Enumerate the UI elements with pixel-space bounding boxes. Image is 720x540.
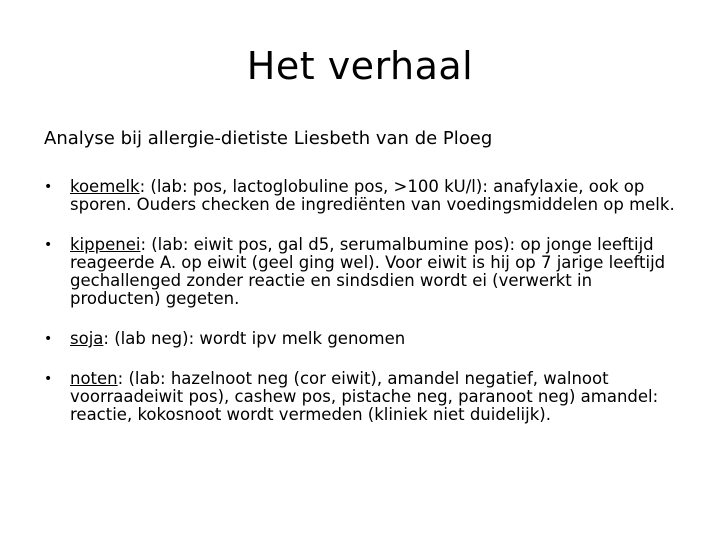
- bullet-marker: •: [44, 371, 53, 387]
- bullet-marker: •: [44, 237, 53, 253]
- bullet-term-noten: noten: [70, 369, 118, 388]
- bullet-item-noten: [44, 370, 684, 424]
- bullet-text-kippenei: : (lab: eiwit pos, gal d5, serumalbumine pos): op jonge leeftijd reageerde A. op eiwit (geel ging wel). Voor eiwit is hij op 7 jarige leeftijd gechallenged zonder reactie en sindsdien wordt ei (verwerkt in producten) gegeten.: [70, 235, 666, 308]
- bullet-marker: •: [44, 331, 53, 347]
- bullet-term-koemelk: koemelk: [70, 177, 140, 196]
- bullet-text-koemelk: : (lab: pos, lactoglobuline pos, >100 kU/l): anafylaxie, ook op sporen. Ouders checken de ingrediënten van voedingsmiddelen op melk.: [70, 177, 675, 214]
- bullet-term-kippenei: kippenei: [70, 235, 141, 254]
- bullet-text-soja: : (lab neg): wordt ipv melk genomen: [103, 329, 406, 348]
- bullet-marker: •: [44, 179, 53, 195]
- bullet-list: [44, 178, 684, 446]
- bullet-item-koemelk: [44, 178, 684, 214]
- slide-subtitle: Analyse bij allergie-dietiste Liesbeth van de Ploeg: [44, 128, 493, 149]
- bullet-item-kippenei: [44, 236, 684, 308]
- bullet-text-noten: : (lab: hazelnoot neg (cor eiwit), amandel negatief, walnoot voorraadeiwit pos), cashew pos, pistache neg, paranoot neg) amandel: reactie, kokosnoot wordt vermeden (kliniek niet duidelijk).: [70, 369, 659, 424]
- bullet-item-soja: [44, 330, 684, 348]
- slide-title: Het verhaal: [246, 44, 474, 88]
- bullet-term-soja: soja: [70, 329, 104, 348]
